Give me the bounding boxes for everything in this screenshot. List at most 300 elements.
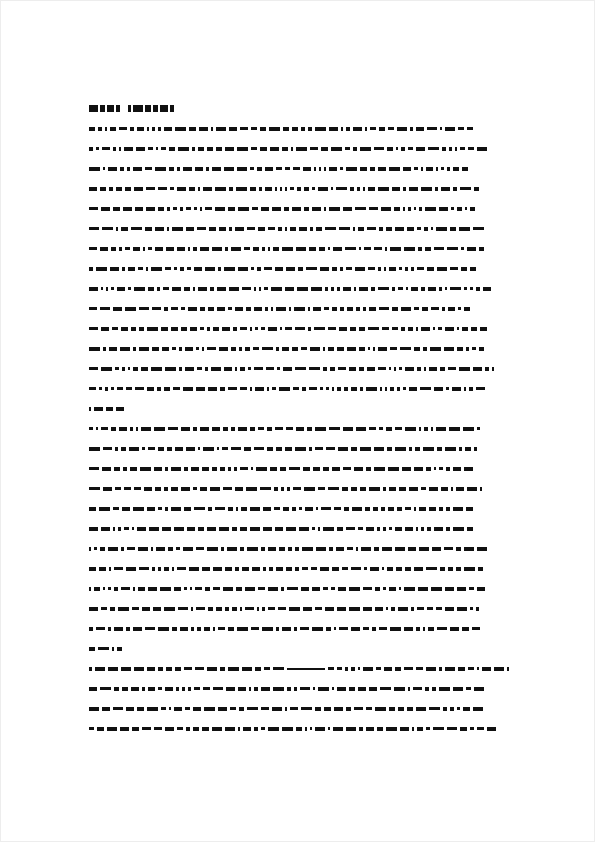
glyph-block [270,467,277,471]
glyph-block [123,207,132,211]
glyph-block [231,247,241,251]
text-line [89,547,509,553]
glyph-block [203,687,210,690]
glyph-block [325,287,328,291]
glyph-block [113,507,119,510]
glyph-block [267,447,273,451]
glyph-block [158,207,164,211]
glyph-block [337,687,346,691]
title-glyph [160,105,168,112]
glyph-block [437,447,442,451]
glyph-block [113,527,115,531]
text-line [89,287,509,293]
glyph-block [462,327,468,331]
glyph-block [108,167,117,171]
glyph-block [118,607,129,611]
glyph-block [100,247,108,251]
glyph-block [218,707,227,711]
glyph-block [200,427,209,431]
glyph-block [100,307,110,310]
glyph-block [449,147,452,151]
glyph-block [229,227,232,231]
glyph-block [383,527,386,531]
glyph-block [148,147,153,150]
glyph-block [364,247,371,250]
glyph-block [96,267,107,271]
glyph-block [409,447,412,451]
glyph-block [228,387,237,390]
glyph-block [146,267,148,271]
glyph-block [257,267,261,271]
glyph-block [215,207,225,211]
glyph-block [351,627,360,631]
glyph-block [133,507,144,511]
glyph-block [276,567,283,571]
glyph-block [434,527,443,531]
glyph-block [158,187,167,190]
glyph-block [389,707,395,711]
glyph-block [240,547,244,551]
glyph-block [359,287,368,291]
glyph-block [429,507,436,511]
glyph-block [275,427,283,430]
glyph-block [315,427,326,431]
glyph-block [439,507,443,511]
glyph-block [134,487,141,490]
glyph-block [219,227,226,231]
glyph-block [451,207,454,210]
glyph-block [177,167,180,171]
glyph-block [343,467,351,470]
glyph-block [94,587,100,591]
glyph-block [132,607,139,610]
glyph-block [296,427,304,431]
glyph-block [494,667,505,671]
glyph-block [401,147,405,151]
glyph-block [146,207,155,211]
glyph-block [315,727,325,731]
glyph-block [417,227,421,230]
glyph-block [414,567,423,571]
glyph-block [273,667,284,670]
glyph-block [473,707,483,711]
glyph-block [101,327,109,331]
glyph-block [275,267,283,271]
glyph-block [114,567,123,570]
glyph-block [172,287,181,291]
glyph-block [263,527,272,531]
glyph-block [401,307,411,311]
glyph-block [248,367,251,370]
glyph-block [271,307,273,311]
glyph-block [389,587,396,591]
glyph-block [296,247,306,251]
glyph-block [478,567,483,571]
glyph-block [254,727,258,731]
glyph-block [210,287,214,291]
glyph-block [89,727,94,730]
glyph-block [99,387,102,390]
glyph-block [386,427,392,431]
text-line [89,667,509,673]
glyph-block [458,127,464,130]
glyph-block [445,667,456,671]
glyph-block [245,587,255,591]
glyph-block [328,487,339,490]
glyph-block [440,127,442,130]
glyph-block [224,167,234,171]
glyph-block [116,187,122,191]
glyph-block [310,347,320,351]
glyph-block [231,427,235,431]
glyph-block [212,427,220,431]
glyph-block [191,467,199,471]
glyph-block [89,207,98,210]
text-line [89,127,509,133]
glyph-block [264,267,272,270]
glyph-block [235,227,244,231]
glyph-block [228,207,235,211]
glyph-block [472,627,480,630]
glyph-block [404,627,413,631]
glyph-block [416,147,425,151]
glyph-block [480,487,482,491]
glyph-block [417,727,423,731]
glyph-block [333,247,342,251]
glyph-block [343,207,352,211]
glyph-block [331,587,335,590]
glyph-block [126,707,134,711]
glyph-block [334,627,336,630]
glyph-block [221,547,224,551]
glyph-block [405,567,411,571]
glyph-block [251,127,257,130]
glyph-block [418,587,428,591]
glyph-block [442,307,445,311]
glyph-block [89,407,91,411]
glyph-block [453,687,463,691]
glyph-block [274,487,278,491]
glyph-block [287,687,291,691]
glyph-block [409,487,418,491]
glyph-block [200,327,204,330]
glyph-block [374,447,384,451]
glyph-block [388,127,394,130]
glyph-block [437,267,447,271]
glyph-block [250,187,256,191]
glyph-block [446,527,450,531]
text-line [89,187,509,193]
glyph-block [251,267,254,270]
glyph-block [237,147,248,151]
glyph-block [286,427,293,430]
glyph-block [382,327,389,330]
glyph-block [125,247,130,250]
glyph-block [113,207,120,211]
glyph-block [155,487,161,491]
glyph-block [433,327,435,330]
glyph-block [364,567,367,570]
glyph-block [280,187,282,191]
glyph-block [382,567,384,570]
glyph-block [118,527,121,531]
glyph-block [476,607,479,611]
glyph-block [445,447,456,451]
glyph-block [428,147,439,150]
glyph-block [446,387,449,390]
glyph-block [255,387,264,391]
glyph-block [181,427,190,431]
glyph-block [184,287,190,291]
glyph-block [143,247,145,251]
glyph-block [272,707,282,711]
glyph-block [268,607,275,610]
glyph-block [440,367,445,371]
glyph-block [446,467,450,471]
glyph-block [103,587,105,590]
glyph-block [340,307,344,311]
glyph-block [411,287,418,291]
glyph-block [399,587,401,590]
glyph-block [355,267,365,271]
glyph-block [138,587,145,591]
glyph-block [315,707,321,711]
glyph-block [331,287,334,291]
glyph-block [167,447,172,451]
glyph-block [176,547,180,550]
glyph-block [460,147,465,150]
glyph-block [273,687,284,691]
glyph-block [232,607,237,611]
glyph-block [369,687,377,691]
glyph-block [296,727,302,731]
glyph-block [292,507,296,511]
glyph-block [224,267,235,271]
glyph-block [142,727,151,730]
glyph-block [173,387,180,390]
glyph-block [414,347,420,351]
glyph-block [453,527,464,531]
glyph-block [114,687,119,691]
glyph-block [126,387,132,390]
glyph-block [473,367,482,371]
glyph-block [436,427,446,431]
glyph-block [290,187,294,190]
glyph-block [373,347,375,351]
glyph-block [286,267,295,271]
glyph-block [169,167,174,171]
glyph-block [336,187,347,190]
glyph-block [257,607,259,611]
glyph-block [124,487,131,490]
glyph-block [392,187,400,191]
glyph-block [428,287,436,291]
glyph-block [112,647,114,651]
glyph-block [425,207,436,211]
glyph-block [261,327,265,330]
glyph-block [457,207,462,211]
glyph-block [246,307,251,311]
glyph-block [459,447,462,451]
glyph-block [387,567,393,571]
glyph-block [377,727,383,731]
glyph-block [441,167,444,170]
glyph-block [126,567,136,571]
glyph-block [288,547,292,551]
glyph-block [346,167,357,171]
glyph-block [257,167,262,171]
glyph-block [373,507,378,511]
glyph-block [310,147,318,150]
glyph-block [186,207,191,210]
glyph-block [147,507,155,511]
glyph-block [448,367,456,370]
glyph-block [365,127,367,131]
glyph-block [165,687,173,691]
glyph-block [439,687,450,691]
glyph-block [285,707,287,711]
glyph-block [106,407,113,411]
glyph-block [391,607,395,611]
glyph-block [359,347,365,351]
glyph-block [467,527,473,531]
glyph-block [163,287,169,290]
glyph-block [452,387,461,391]
glyph-block [283,127,289,131]
glyph-block [171,327,178,331]
glyph-block [349,367,356,371]
glyph-block [390,627,401,631]
glyph-block [173,207,177,210]
glyph-block [318,527,320,531]
glyph-block [254,287,256,291]
glyph-block [164,387,170,391]
glyph-block [316,227,322,231]
glyph-block [157,387,161,391]
glyph-block [242,567,249,571]
glyph-block [268,587,278,591]
glyph-block [240,607,242,611]
glyph-block [245,607,254,610]
glyph-block [240,327,247,330]
glyph-block [324,307,329,310]
glyph-block [405,507,411,510]
glyph-block [137,707,144,711]
glyph-block [158,627,169,631]
glyph-block [386,227,392,231]
glyph-block [124,527,129,530]
glyph-block [421,527,424,531]
glyph-block [137,127,144,131]
glyph-block [426,567,437,570]
glyph-block [178,147,189,151]
glyph-block [312,627,323,631]
glyph-block [399,267,402,270]
glyph-block [359,367,364,371]
glyph-block [137,527,146,531]
glyph-block [213,587,220,590]
glyph-block [161,147,166,150]
glyph-block [469,587,474,590]
glyph-block [222,327,230,331]
glyph-block [301,347,307,350]
glyph-block [360,167,367,171]
glyph-block [276,167,282,170]
glyph-block [192,147,195,151]
glyph-block [180,207,183,211]
glyph-block [315,607,322,610]
glyph-block [340,267,343,271]
glyph-block [470,607,473,610]
glyph-block [89,307,97,310]
glyph-block [272,207,281,211]
glyph-block [203,187,212,191]
glyph-block [89,667,92,671]
glyph-block [325,227,336,230]
glyph-block [507,667,509,671]
glyph-block [389,487,396,491]
glyph-block [193,427,197,431]
glyph-block [215,507,225,510]
glyph-block [108,547,118,551]
glyph-block [410,127,413,131]
glyph-block [408,147,413,150]
glyph-block [426,167,433,171]
glyph-block [271,287,282,291]
glyph-block [360,147,371,151]
glyph-block [161,327,168,331]
glyph-block [131,687,139,691]
text-line [89,707,509,713]
glyph-block [421,287,425,291]
glyph-block [390,247,401,251]
glyph-block [262,247,265,251]
glyph-block [380,387,382,391]
glyph-block [245,347,250,351]
glyph-block [151,267,162,271]
glyph-block [308,127,312,131]
glyph-block [145,167,152,170]
glyph-block [276,627,279,631]
document-body [89,127,509,733]
glyph-block [448,307,455,311]
text-line [89,267,509,273]
glyph-block [432,687,436,691]
glyph-block [236,187,247,191]
glyph-block [228,467,231,471]
glyph-block [366,707,372,710]
glyph-block [256,467,267,471]
glyph-block [275,187,277,191]
glyph-block [160,587,171,591]
glyph-block [447,167,450,171]
glyph-block [89,627,93,631]
glyph-block [470,267,476,271]
glyph-block [207,327,210,331]
glyph-block [319,247,325,251]
glyph-block [200,247,209,251]
glyph-block [477,727,484,730]
glyph-block [114,627,123,631]
glyph-block [463,427,474,431]
glyph-block [360,487,366,491]
glyph-block [424,367,426,371]
glyph-block [146,187,155,190]
glyph-block [176,687,179,691]
glyph-block [219,527,229,531]
glyph-block [297,287,308,291]
glyph-block [405,367,414,371]
